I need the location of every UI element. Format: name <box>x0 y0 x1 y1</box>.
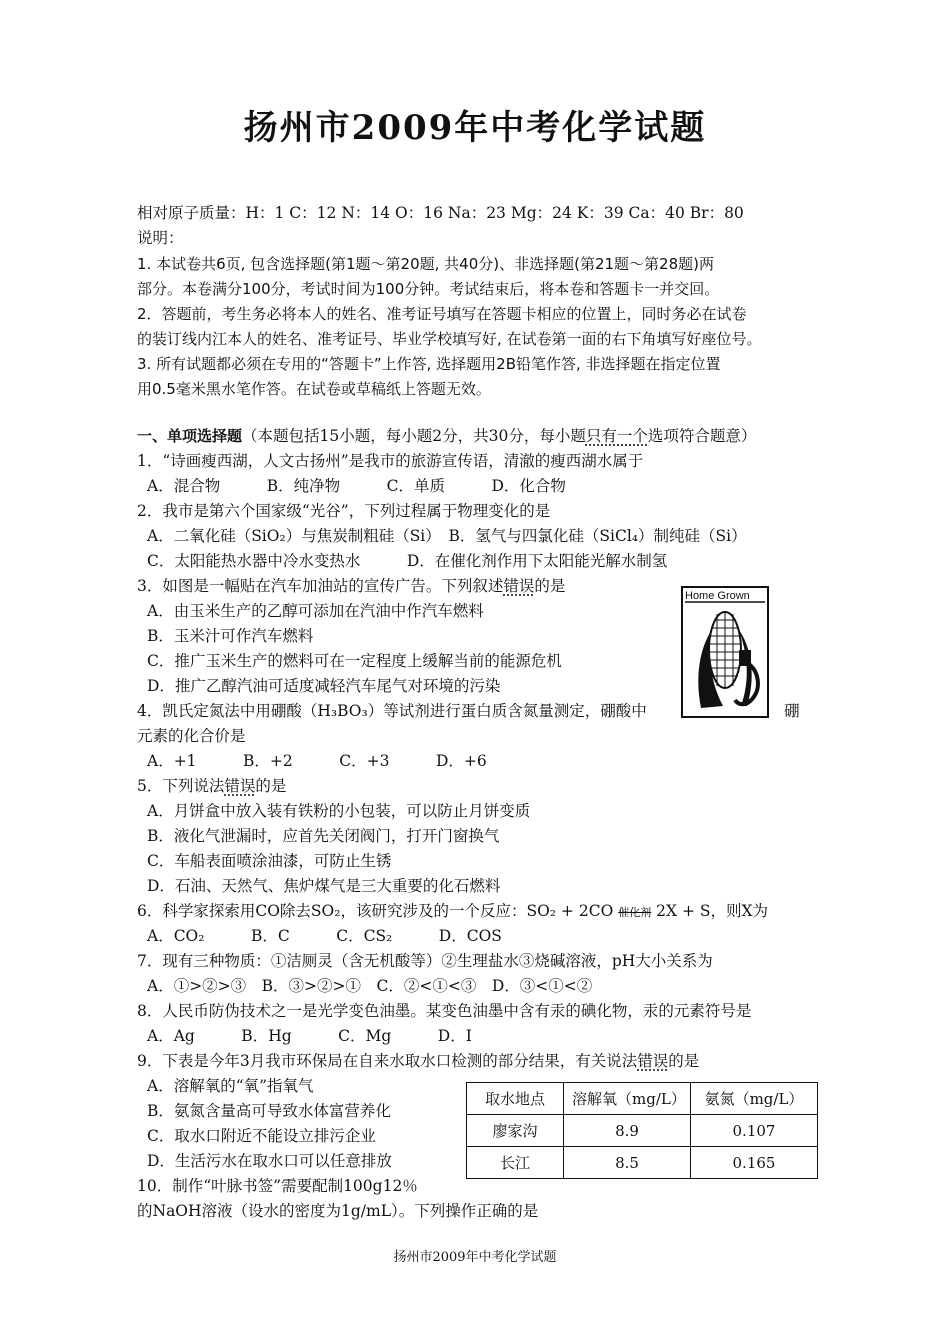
q4-options: A．+1 B．+2 C．+3 D．+6 <box>147 752 487 770</box>
q2-options-ab: A．二氧化硅（SiO₂）与焦炭制粗硅（Si） B．氢气与四氯化硅（SiCl₄）制纯硅（Si） <box>147 527 747 545</box>
water-test-table <box>466 1082 818 1179</box>
table-cell: 长江 <box>467 1147 564 1179</box>
table-row <box>467 1147 818 1179</box>
q4-stem: 4．凯氏定氮法中用硼酸（H₃BO₃）等试剂进行蛋白质含氮量测定，硼酸中 <box>137 702 647 720</box>
q6-stem <box>137 900 768 924</box>
q6-catalyst-label: 催化剂 <box>618 906 652 919</box>
section1-desc-after: 选项符合题意） <box>647 427 757 445</box>
q1-options: A．混合物 B．纯净物 C．单质 D．化合物 <box>147 477 566 495</box>
section1-desc-emphasis: 只有一个 <box>585 427 648 445</box>
q4-stem-tail: 硼 <box>784 702 800 720</box>
q6-stem-before: 6．科学家探索用CO除去SO₂，该研究涉及的一个反应：SO₂ + 2CO <box>137 902 619 920</box>
home-grown-ad-image <box>681 586 769 718</box>
table-cell: 8.5 <box>564 1147 691 1179</box>
corn-fuel-nozzle-icon <box>683 588 767 716</box>
q9-stem <box>137 1050 699 1072</box>
page-title: 扬州市2009年中考化学试题 <box>243 108 707 148</box>
section1-heading <box>137 425 756 447</box>
q5-option-c: C．车船表面喷涂油漆，可防止生锈 <box>147 852 392 870</box>
q1-stem: 1．“诗画瘦西湖，人文古扬州”是我市的旅游宣传语，清澈的瘦西湖水属于 <box>137 452 644 470</box>
section1-title: 一、单项选择题 <box>137 427 243 445</box>
table-cell: 0.165 <box>691 1147 818 1179</box>
q3-stem-after: 的是 <box>534 577 566 595</box>
q8-options: A．Ag B．Hg C．Mg D．I <box>147 1027 472 1045</box>
q5-stem <box>137 775 286 797</box>
q9-option-c: C．取水口附近不能设立排污企业 <box>147 1127 376 1145</box>
table-header: 氨氮（mg/L） <box>691 1083 818 1115</box>
ad-label: Home Grown <box>685 590 750 602</box>
table-header-row <box>467 1083 818 1115</box>
q5-option-a: A．月饼盒中放入装有铁粉的小包装，可以防止月饼变质 <box>147 802 531 820</box>
note-3a: 3. 所有试题都必须在专用的“答题卡”上作答, 选择题用2B铅笔作答, 非选择题在指定位置 <box>137 355 721 373</box>
q10-stem: 10．制作“叶脉书签”需要配制100g12％ <box>137 1177 418 1195</box>
q7-stem: 7．现有三种物质：①洁厕灵（含无机酸等）②生理盐水③烧碱溶液，pH大小关系为 <box>137 952 713 970</box>
q5-stem-before: 5．下列说法 <box>137 777 225 795</box>
note-2b: 的装订线内江本人的姓名、准考证号、毕业学校填写好, 在试卷第一面的右下角填写好座位号。 <box>137 330 762 348</box>
section1-desc-before: （本题包括15小题，每小题2分，共30分，每小题 <box>242 427 586 445</box>
q3-stem <box>137 575 565 597</box>
q2-options-cd: C．太阳能热水器中冷水变热水 D．在催化剂作用下太阳能光解水制氢 <box>147 552 668 570</box>
page-footer: 扬州市2009年中考化学试题 <box>393 1250 557 1265</box>
q6-stem-after: 2X + S，则X为 <box>651 902 769 920</box>
note-1b: 部分。本卷满分100分，考试时间为100分钟。考试结束后，将本卷和答题卡一并交回。 <box>137 280 720 298</box>
table-cell: 0.107 <box>691 1115 818 1147</box>
q5-stem-emphasis: 错误 <box>224 777 256 795</box>
q2-stem: 2．我市是第六个国家级“光谷”，下列过程属于物理变化的是 <box>137 502 551 520</box>
q5-option-d: D．石油、天然气、焦炉煤气是三大重要的化石燃料 <box>147 877 501 895</box>
q3-stem-emphasis: 错误 <box>503 577 535 595</box>
q9-stem-emphasis: 错误 <box>637 1052 669 1070</box>
notes-label: 说明： <box>137 229 184 247</box>
q3-option-c: C．推广玉米生产的燃料可在一定程度上缓解当前的能源危机 <box>147 652 562 670</box>
note-3b: 用0.5毫米黑水笔作答。在试卷或草稿纸上答题无效。 <box>137 380 491 398</box>
atomic-mass-line: 相对原子质量：H：1 C：12 N：14 O：16 Na：23 Mg：24 K：39 Ca：40 Br：80 <box>137 204 744 222</box>
q8-stem: 8．人民币防伪技术之一是光学变色油墨。某变色油墨中含有汞的碘化物，汞的元素符号是 <box>137 1002 752 1020</box>
q4-stem-line2: 元素的化合价是 <box>137 727 246 745</box>
q7-options: A．①>②>③ B．③>②>① C．②<①<③ D．③<①<② <box>147 977 593 995</box>
note-2a: 2．答题前，考生务必将本人的姓名、准考证号填写在答题卡相应的位置上，同时务必在试卷 <box>137 305 747 323</box>
q5-stem-after: 的是 <box>255 777 287 795</box>
q3-option-d: D．推广乙醇汽油可适度减轻汽车尾气对环境的污染 <box>147 677 501 695</box>
q9-option-d: D．生活污水在取水口可以任意排放 <box>147 1152 392 1170</box>
q9-stem-after: 的是 <box>668 1052 700 1070</box>
q10-stem-line2: 的NaOH溶液（设水的密度为1g/mL）。下列操作正确的是 <box>137 1202 539 1220</box>
table-cell: 8.9 <box>564 1115 691 1147</box>
q9-stem-before: 9．下表是今年3月我市环保局在自来水取水口检测的部分结果，有关说法 <box>137 1052 638 1070</box>
table-header: 取水地点 <box>467 1083 564 1115</box>
note-1a: 1. 本试卷共6页, 包含选择题(第1题～第20题, 共40分)、非选择题(第21题～第28题)两 <box>137 255 714 273</box>
q3-option-b: B．玉米汁可作汽车燃料 <box>147 627 314 645</box>
q9-option-b: B．氨氮含量高可导致水体富营养化 <box>147 1102 391 1120</box>
q3-option-a: A．由玉米生产的乙醇可添加在汽油中作汽车燃料 <box>147 602 484 620</box>
q3-stem-before: 3．如图是一幅贴在汽车加油站的宣传广告。下列叙述 <box>137 577 504 595</box>
q9-option-a: A．溶解氧的“氧”指氧气 <box>147 1077 314 1095</box>
table-cell: 廖家沟 <box>467 1115 564 1147</box>
q6-options: A．CO₂ B．C C．CS₂ D．COS <box>147 927 502 945</box>
table-header: 溶解氧（mg/L） <box>564 1083 691 1115</box>
table-row <box>467 1115 818 1147</box>
q5-option-b: B．液化气泄漏时，应首先关闭阀门，打开门窗换气 <box>147 827 500 845</box>
